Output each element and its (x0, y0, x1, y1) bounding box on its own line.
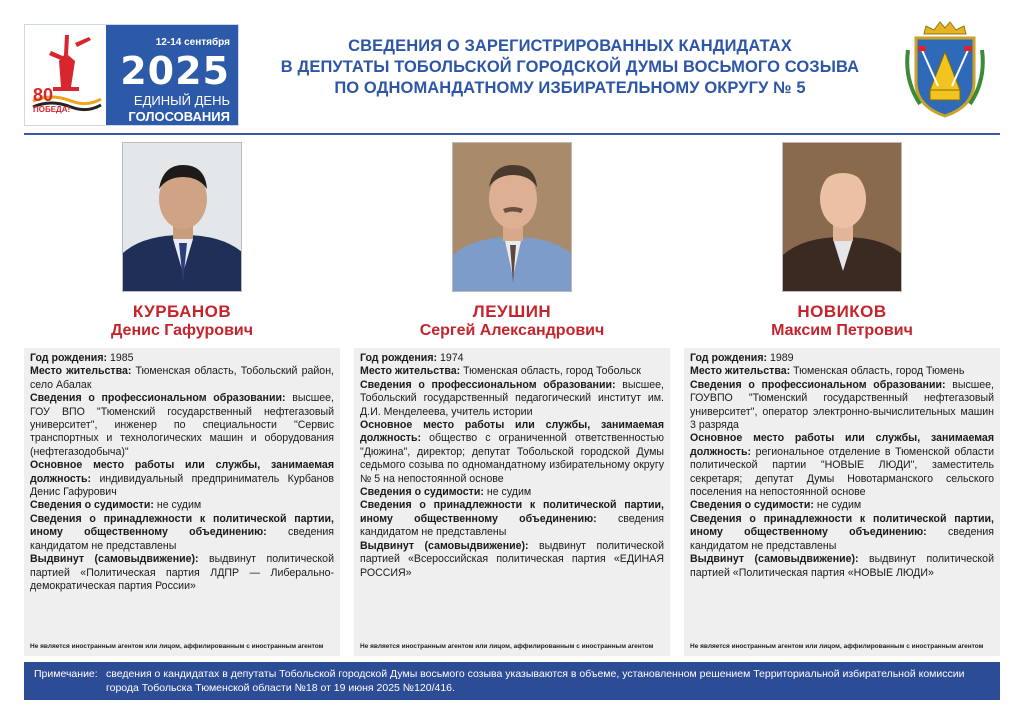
birth-year-label: Год рождения: (30, 352, 108, 364)
work-label: Основное место работы или службы, занимаемая должность: (690, 432, 994, 458)
work-value: общество с ограниченной ответственностью "Дюжина", директор; депутат Тобольской городской Думы седьмого созыва по одномандатному избирательному округу № 5 на непостоянной основе (360, 432, 664, 485)
education-value: высшее, ГОУ ВПО "Тюменский государственный нефтегазовый университет", инженер по специальности "Сервис транспортных и технологических машин и оборудования (нефтегазодобыча)" (30, 392, 334, 458)
title-line-1: СВЕДЕНИЯ О ЗАРЕГИСТРИРОВАННЫХ КАНДИДАТАХ (348, 37, 792, 55)
candidate-photo (122, 142, 242, 292)
note-label: Примечание: (34, 668, 98, 680)
residence-label: Место жительства: (30, 365, 132, 378)
residence-value: Тюменская область, город Тобольск (463, 365, 641, 378)
nominated-label: Выдвинут (самовыдвижение): (360, 539, 529, 552)
birth-year-value: 1985 (109, 352, 134, 364)
education-value: высшее, ГОУВПО "Тюменский государственный нефтегазовый университет", оператор электронно-вычислительных машин 3 разряда (690, 378, 994, 432)
nominated-value: выдвинут политической партией «Политическая партия ЛДПР — Либерально-демократическая партия России» (30, 553, 334, 592)
party-label: Сведения о принадлежности к политической партии, иному общественному объединению: (360, 499, 664, 525)
convictions-label: Сведения о судимости: (690, 499, 814, 512)
education-value: высшее, Тобольский государственный педагогический институт им. Д.И. Менделеева, учитель истории (360, 378, 664, 418)
election-day-line2: ГОЛОСОВАНИЯ (128, 109, 230, 124)
tobolsk-coat-of-arms (904, 20, 986, 120)
election-year: 2025 (120, 49, 230, 93)
party-value: сведения кандидатом не представлены (690, 526, 994, 552)
education-label: Сведения о профессиональном образовании: (690, 378, 946, 391)
nominated-value: выдвинут политической партией «Политическая партия «НОВЫЕ ЛЮДИ» (690, 553, 994, 579)
birth-year-value: 1989 (769, 352, 794, 364)
residence-value: Тюменская область, город Тюмень (793, 365, 965, 378)
work-label: Основное место работы или службы, занимаемая должность: (30, 459, 334, 485)
party-label: Сведения о принадлежности к политической партии, иному общественному объединению: (690, 512, 994, 539)
nominated-value: выдвинут политической партией «Всероссийская политическая партия «ЕДИНАЯ РОССИЯ» (360, 539, 664, 579)
residence-label: Место жительства: (690, 365, 791, 378)
title-line-2: В ДЕПУТАТЫ ТОБОЛЬСКОЙ ГОРОДСКОЙ ДУМЫ ВОСЬМОГО СОЗЫВА (280, 58, 860, 76)
foreign-agent-note: Не является иностранным агентом или лицом, аффилированным с иностранным агентом (30, 642, 324, 650)
foreign-agent-note: Не является иностранным агентом или лицом, аффилированным с иностранным агентом (690, 642, 984, 650)
convictions-value: не судим (816, 499, 862, 512)
work-label: Основное место работы или службы, занимаемая должность: (360, 419, 664, 445)
convictions-label: Сведения о судимости: (360, 486, 484, 499)
title-line-3: ПО ОДНОМАНДАТНОМУ ИЗБИРАТЕЛЬНОМУ ОКРУГУ № 5 (334, 79, 806, 97)
portrait-image (783, 143, 902, 292)
education-label: Сведения о профессиональном образовании: (360, 378, 616, 391)
birth-year-value: 1974 (439, 352, 464, 364)
birth-year-label: Год рождения: (360, 352, 438, 364)
candidate-given-name: Денис Гафурович (110, 322, 254, 339)
residence-value: Тюменская область, Тобольский район, село Абалак (30, 365, 334, 391)
convictions-label: Сведения о судимости: (30, 499, 154, 512)
election-day-logo (24, 24, 239, 126)
residence-label: Место жительства: (360, 365, 461, 378)
candidate-surname: ЛЕУШИН (472, 302, 552, 321)
candidate-given-name: Сергей Александрович (419, 322, 605, 339)
election-dates: 12-14 сентября (155, 37, 230, 48)
candidate-photo (452, 142, 572, 292)
convictions-value: не судим (156, 499, 202, 512)
election-day-line1: ЕДИНЫЙ ДЕНЬ (133, 93, 230, 108)
party-value: сведения кандидатом не представлены (30, 526, 334, 552)
party-value: сведения кандидатом не представлены (360, 512, 664, 539)
footer-note (24, 662, 1000, 700)
candidate-surname: НОВИКОВ (797, 302, 887, 321)
note-text: сведения о кандидатах в депутаты Тобольской городской Думы восьмого созыва указываются в объеме, установленном решением Территориальной избирательной комиссии города Тобольска Тюменской области №18 от 19 июня 2025 №120/416. (106, 668, 965, 694)
candidate-given-name: Максим Петрович (771, 322, 913, 339)
candidate-photo (782, 142, 902, 292)
candidate-info (24, 348, 340, 656)
education-label: Сведения о профессиональном образовании: (30, 392, 286, 405)
portrait-image (123, 143, 242, 292)
birth-year-label: Год рождения: (690, 352, 768, 364)
foreign-agent-note: Не является иностранным агентом или лицом, аффилированным с иностранным агентом (360, 642, 654, 650)
convictions-value: не судим (486, 486, 532, 499)
victory-word: ПОБЕДА! (33, 105, 71, 114)
portrait-image (453, 143, 572, 292)
nominated-label: Выдвинут (самовыдвижение): (30, 553, 199, 566)
work-value: региональное отделение в Тюменской области политической партии "НОВЫЕ ЛЮДИ", заместитель секретаря; депутат Думы Новотарманского сельского поселения на непостоянной основе (690, 445, 994, 499)
header-divider (24, 133, 1000, 135)
work-value: индивидуальный предприниматель Курбанов Денис Гафурович (30, 472, 334, 499)
victory-80-text: 80 (33, 85, 54, 105)
page-title (245, 36, 895, 99)
candidate-info (354, 348, 670, 656)
candidate-surname: КУРБАНОВ (132, 302, 232, 321)
nominated-label: Выдвинут (самовыдвижение): (690, 553, 859, 566)
party-label: Сведения о принадлежности к политической партии, иному общественному объединению: (30, 512, 334, 539)
candidate-info (684, 348, 1000, 656)
